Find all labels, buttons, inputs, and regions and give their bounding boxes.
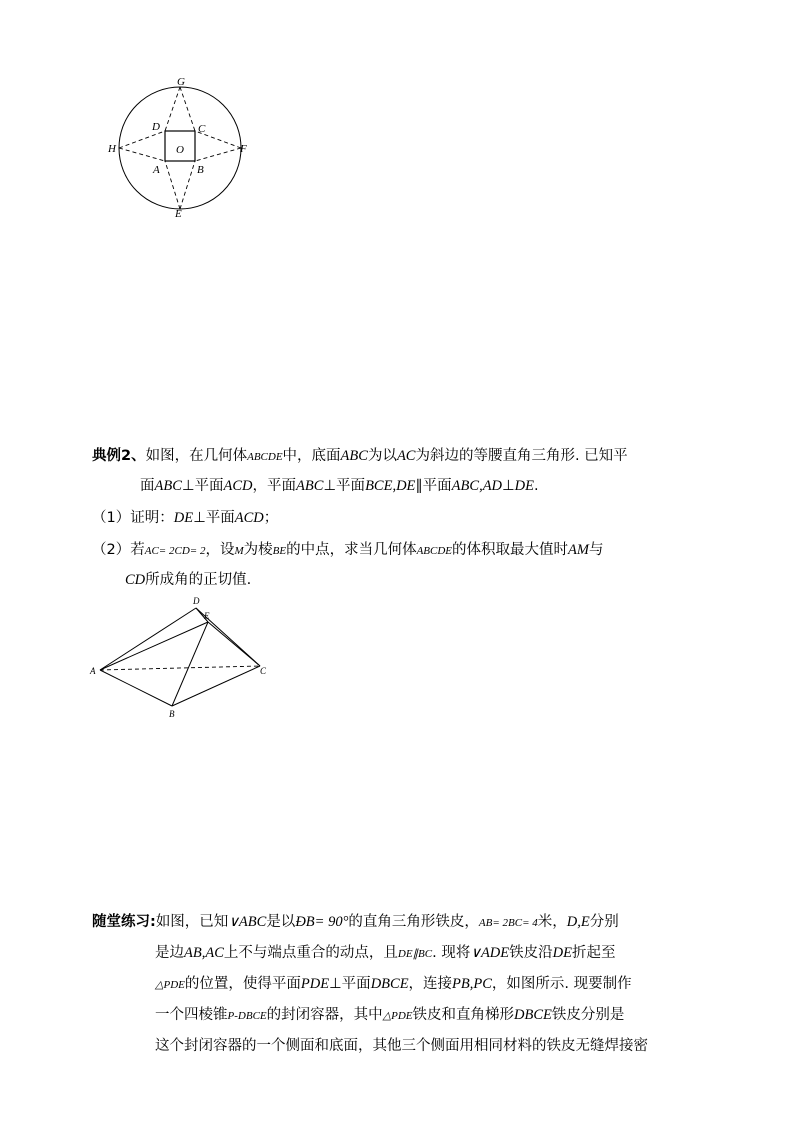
label-A: A [153,164,160,176]
hidden-edge-AC [100,666,260,670]
example2-question2: （2）若AC= 2CD= 2，设M为棱BE的中点，求当几何体ABCDE的体积取最大值时AM与 [92,542,604,558]
practice-line3: △PDE的位置，使得平面PDE⊥平面DBCE，连接PB,PC，如图所示. 现要制作 [155,976,632,992]
label-F: F [240,143,247,155]
example2-line1: 典例2、如图，在几何体ABCDE中，底面ABC为以AC为斜边的等腰直角三角形. 已知平 [92,448,628,464]
practice-heading: 随堂练习: [92,914,156,930]
figure-polyhedron [88,592,278,722]
label-C: C [260,666,267,676]
practice-line4: 一个四棱锥P-DBCE的封闭容器，其中△PDE铁皮和直角梯形DBCE铁皮分别是 [155,1007,625,1023]
label-G: G [177,76,185,88]
label-E: E [204,611,210,621]
label-B: B [197,164,204,176]
example2-line2: 面ABC⊥平面ACD，平面ABC⊥平面BCE,DE∥平面ABC,AD⊥DE. [140,478,539,494]
practice-line1: 随堂练习:如图，已知∨ABC是以ÐB= 90°的直角三角形铁皮，AB= 2BC= 4米，D,E分别 [92,914,619,930]
label-O: O [176,144,184,156]
practice-line5: 这个封闭容器的一个侧面和底面，其他三个侧面用相同材料的铁皮无缝焊接密 [155,1038,648,1054]
label-B: B [169,709,175,719]
example2-heading: 典例2、 [92,448,146,464]
label-C: C [198,123,206,135]
example2-question1: （1）证明：DE⊥平面ACD； [92,510,279,526]
label-E: E [175,208,182,220]
practice-line2: 是边AB,AC上不与端点重合的动点，且DE∥BC. 现将∨ADE铁皮沿DE折起至 [155,945,616,961]
label-H: H [108,143,116,155]
label-A: A [90,666,96,676]
label-D: D [152,121,160,133]
label-D: D [193,596,200,606]
solid-edges [100,608,260,706]
figure-circle-square [105,74,265,224]
example2-question2-cont: CD所成角的正切值. [125,572,252,588]
